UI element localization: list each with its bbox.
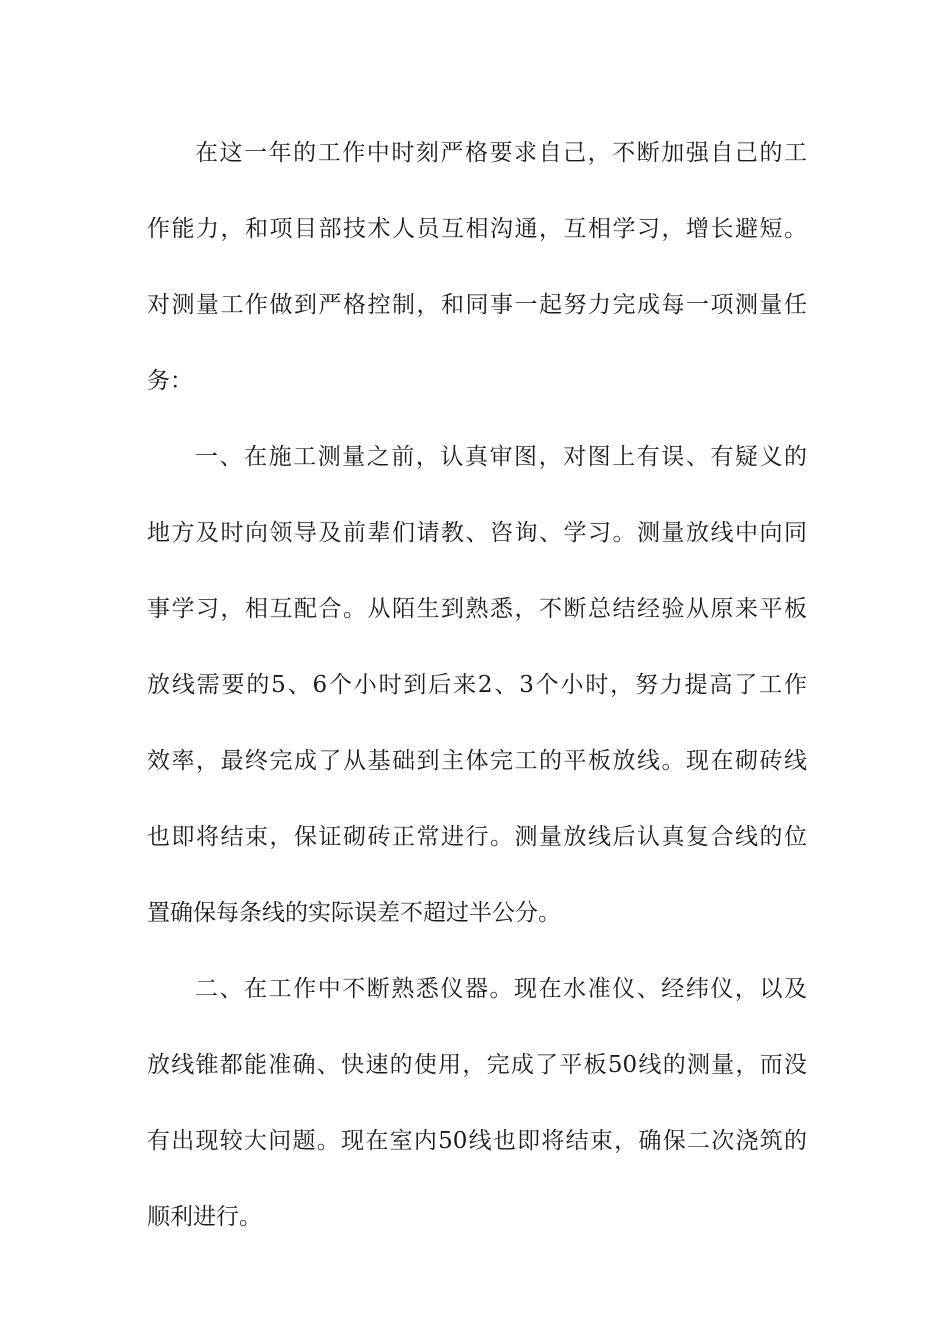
paragraph-2-line-2: 地方及时向领导及前辈们请教、咨询、学习。测量放线中向同 [147,520,807,546]
paragraph-1-line-2: 作能力，和项目部技术人员互相沟通，互相学习，增长避短。 [147,216,807,242]
paragraph-1-line-4: 务： [147,368,193,394]
paragraph-2-line-4: 放线需要的5、6个小时到后来2、3个小时，努力提高了工作 [147,672,807,698]
paragraph-3-line-2: 放线锥都能准确、快速的使用，完成了平板50线的测量，而没 [147,1052,807,1078]
paragraph-1-line-1: 在这一年的工作中时刻严格要求自己，不断加强自己的工 [195,140,807,166]
paragraph-2-line-5: 效率，最终完成了从基础到主体完工的平板放线。现在砌砖线 [147,748,807,774]
paragraph-3-line-1: 二、在工作中不断熟悉仪器。现在水准仪、经纬仪，以及 [195,976,807,1002]
paragraph-1-line-3: 对测量工作做到严格控制，和同事一起努力完成每一项测量任 [147,292,807,318]
paragraph-2-line-1: 一、在施工测量之前，认真审图，对图上有误、有疑义的 [195,444,807,470]
paragraph-3-line-3: 有出现较大问题。现在室内50线也即将结束，确保二次浇筑的 [147,1128,807,1154]
paragraph-2-line-7: 置确保每条线的实际误差不超过半公分。 [147,900,561,926]
paragraph-2-line-6: 也即将结束，保证砌砖正常进行。测量放线后认真复合线的位 [147,824,807,850]
paragraph-2-line-3: 事学习，相互配合。从陌生到熟悉，不断总结经验从原来平板 [147,596,807,622]
paragraph-3-line-4: 顺利进行。 [147,1204,262,1230]
